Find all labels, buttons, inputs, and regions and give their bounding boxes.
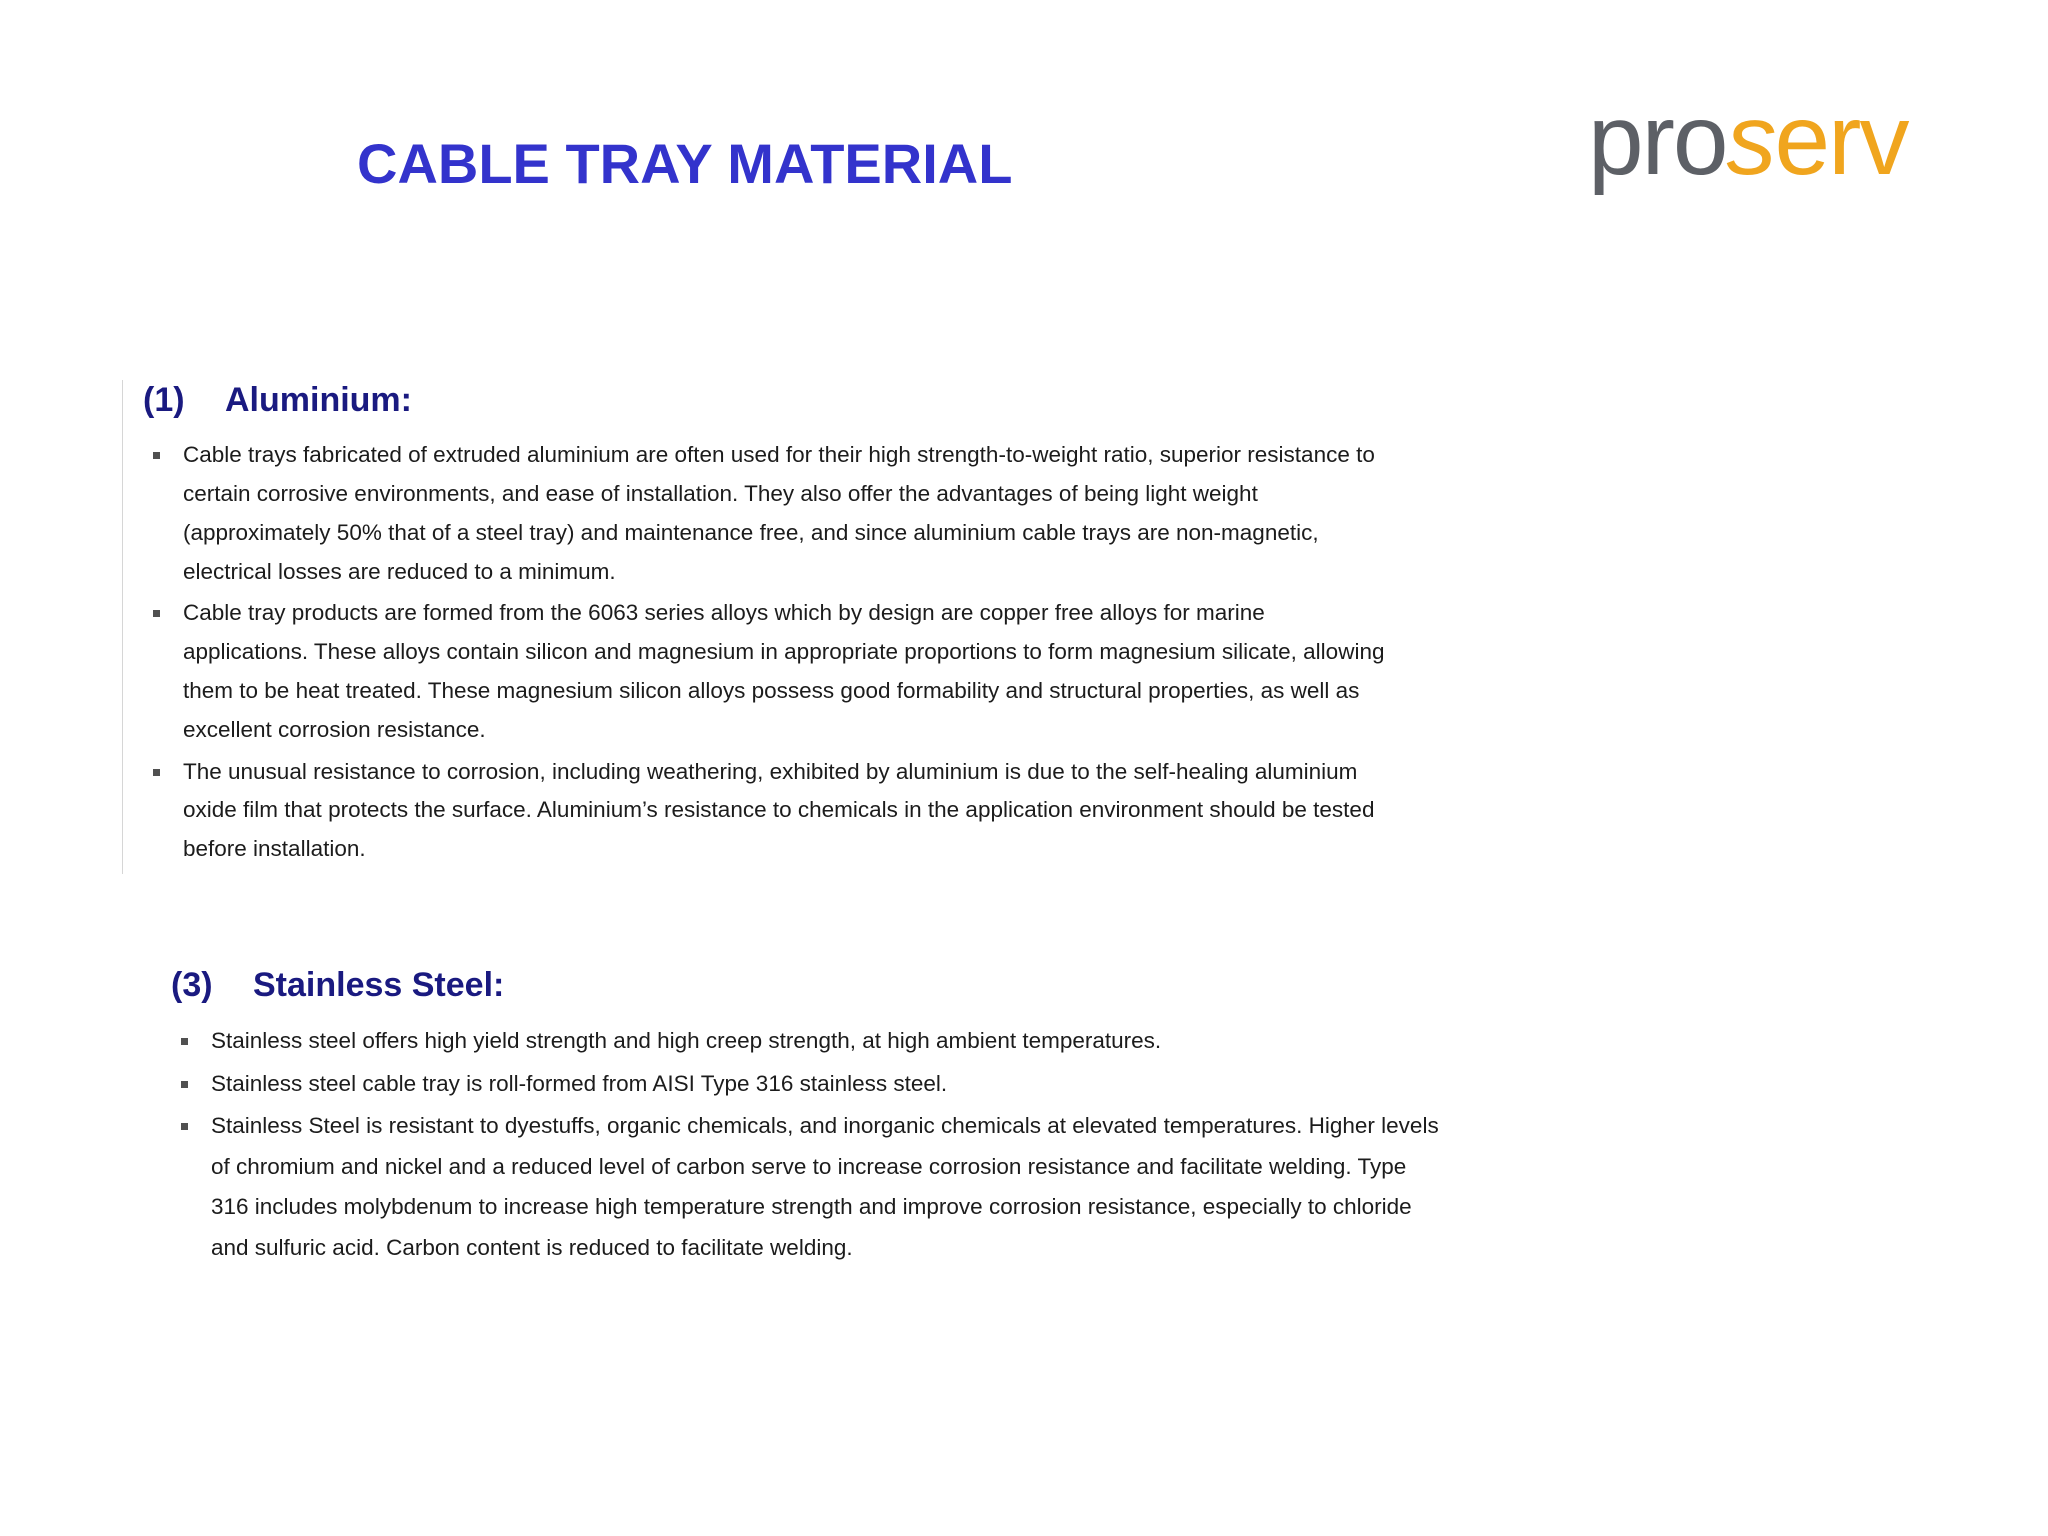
stainless-steel-bullet-item bbox=[171, 1106, 1441, 1268]
stainless-steel-bullet-item bbox=[171, 1021, 1441, 1062]
stainless-steel-bullet-text: Stainless Steel is resistant to dyestuffs, organic chemicals, and inorganic chemicals at elevated temperatures. Higher levels of chromium and nickel and a reduced level of carbon serve to increase corrosion resistance and facilitate welding. Type 316 includes molybdenum to increase high temperature strength and improve corrosion resistance, especially to chloride and sulfuric acid. Carbon content is reduced to facilitate welding. bbox=[211, 1113, 1439, 1260]
aluminium-heading-number: (1) bbox=[143, 381, 185, 419]
logo-text-s: s bbox=[1726, 92, 1775, 196]
slide-title: CABLE TRAY MATERIAL bbox=[357, 132, 1013, 195]
square-bullet-icon bbox=[153, 769, 160, 776]
square-bullet-icon bbox=[181, 1038, 188, 1045]
logo-wordmark bbox=[1588, 92, 1909, 196]
aluminium-bullet-item bbox=[143, 436, 1393, 591]
stainless-steel-heading-title: Stainless Steel: bbox=[253, 966, 505, 1004]
aluminium-bullet-item bbox=[143, 753, 1393, 869]
aluminium-heading-title: Aluminium: bbox=[225, 381, 412, 419]
aluminium-heading bbox=[143, 378, 1393, 422]
stainless-steel-bullet-list bbox=[171, 1021, 1441, 1268]
stainless-steel-bullet-text: Stainless steel offers high yield strength and high creep strength, at high ambient temperatures. bbox=[211, 1028, 1162, 1054]
stainless-steel-section bbox=[171, 963, 1441, 1270]
logo-text-pro: pro bbox=[1588, 92, 1727, 196]
aluminium-section bbox=[143, 378, 1393, 872]
stainless-steel-heading bbox=[171, 963, 1441, 1007]
square-bullet-icon bbox=[153, 610, 160, 617]
stainless-steel-bullet-item bbox=[171, 1064, 1441, 1105]
section-divider-line bbox=[122, 380, 123, 874]
aluminium-bullet-list bbox=[143, 436, 1393, 869]
stainless-steel-bullet-text: Stainless steel cable tray is roll-formed from AISI Type 316 stainless steel. bbox=[211, 1070, 948, 1096]
proserv-logo bbox=[1588, 92, 1963, 202]
stainless-steel-heading-number: (3) bbox=[171, 966, 213, 1004]
aluminium-bullet-text: The unusual resistance to corrosion, including weathering, exhibited by aluminium is due to the self-healing aluminium oxide film that protects the surface. Aluminium’s resistance to chemicals in the application environment should be tested before installation. bbox=[183, 758, 1375, 862]
aluminium-bullet-item bbox=[143, 594, 1393, 749]
logo-text-erv: erv bbox=[1774, 92, 1908, 196]
square-bullet-icon bbox=[153, 452, 160, 459]
aluminium-bullet-text: Cable trays fabricated of extruded aluminium are often used for their high strength-to-weight ratio, superior resistance to certain corrosive environments, and ease of installation. They also offer the advantages of being light weight (approximately 50% that of a steel tray) and maintenance free, and since aluminium cable trays are non-magnetic, electrical losses are reduced to a minimum. bbox=[183, 442, 1375, 584]
square-bullet-icon bbox=[181, 1123, 188, 1130]
square-bullet-icon bbox=[181, 1081, 188, 1088]
aluminium-bullet-text: Cable tray products are formed from the 6063 series alloys which by design are copper free alloys for marine applications. These alloys contain silicon and magnesium in appropriate proportions to form magnesium silicate, allowing them to be heat treated. These magnesium silicon alloys possess good formability and structural properties, as well as excellent corrosion resistance. bbox=[183, 600, 1385, 742]
